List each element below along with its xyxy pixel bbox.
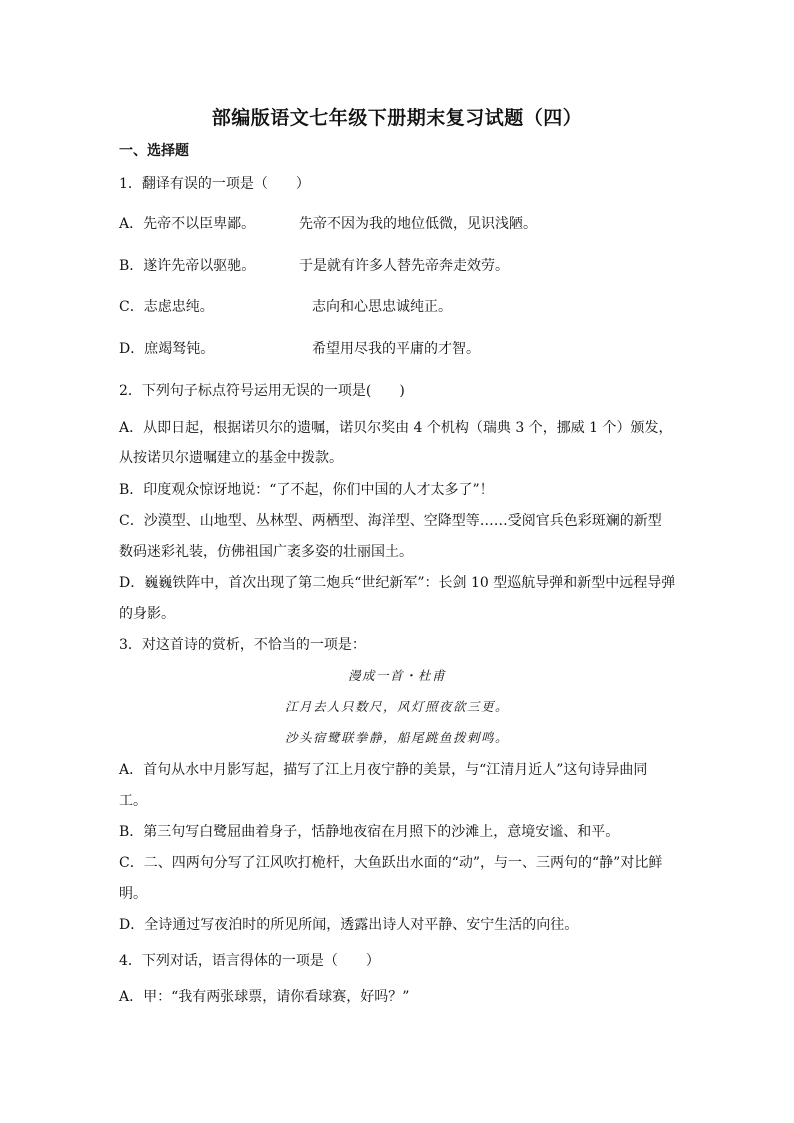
option-label: A．先帝不以臣卑鄙。 [119,216,256,232]
question-1-option-a [119,213,537,233]
option-label: B．遂许先帝以驱驰。 [119,258,256,274]
option-translation: 先帝不因为我的地位低微，见识浅陋。 [299,216,537,232]
option-label: C．志虑忠纯。 [119,299,214,315]
question-2-line: A．从即日起，根据诺贝尔的遗嘱，诺贝尔奖由 4 个机构（瑞典 3 个，挪威 1 个）颁发， [119,420,673,436]
question-2-line: 从按诺贝尔遗嘱建立的基金中拨款。 [119,450,343,466]
section-heading: 一、选择题 [119,143,189,159]
question-3-line: A．首句从水中月影写起，描写了江上月夜宁静的美景，与“江清月近人”这句诗异曲同 [119,762,648,778]
question-3-line: C．二、四两句分写了江风吹打桅杆，大鱼跃出水面的“动”，与一、三两句的“静”对比鲜 [119,855,663,871]
question-3-stem: 3．对这首诗的赏析，不恰当的一项是： [119,637,366,653]
question-3-line: B．第三句写白鹭屈曲着身子，恬静地夜宿在月照下的沙滩上，意境安谧、和平。 [119,824,620,840]
question-2-stem: 2．下列句子标点符号运用无误的一项是( ) [119,383,405,399]
question-2-line: B．印度观众惊讶地说：“了不起，你们中国的人才太多了”！ [119,482,494,498]
poem-title: 漫成一首・杜甫 [347,668,446,683]
question-1-option-c [119,296,452,316]
question-3-line: 明。 [119,886,147,902]
poem-line: 沙头宿鹭联拳静，船尾跳鱼拨剌鸣。 [284,730,509,745]
question-1-option-b [119,255,509,275]
question-2-line: 的身影。 [119,606,175,622]
question-4-line: A．甲：“我有两张球票，请你看球赛，好吗？” [119,989,410,1005]
question-3-line: D．全诗通过写夜泊时的所见所闻，透露出诗人对平静、安宁生活的向往。 [119,917,579,933]
question-1-stem: 1．翻译有误的一项是（ ） [119,176,310,192]
question-2-line: 数码迷彩礼装，仿佛祖国广袤多姿的壮丽国土。 [119,544,413,560]
question-4-stem: 4．下列对话，语言得体的一项是（ ） [119,953,380,969]
question-1-option-d [119,338,480,358]
poem-line: 江月去人只数尺，风灯照夜欲三更。 [284,699,509,714]
page-title: 部编版语文七年级下册期末复习试题（四） [211,107,583,129]
option-translation: 于是就有许多人替先帝奔走效劳。 [299,258,509,274]
question-3-line: 工。 [119,793,147,809]
question-2-line: C．沙漠型、山地型、丛林型、两栖型、海洋型、空降型等……受阅官兵色彩斑斓的新型 [119,513,662,529]
option-label: D．庶竭驽钝。 [119,341,215,357]
option-translation: 志向和心思忠诚纯正。 [312,299,452,315]
option-translation: 希望用尽我的平庸的才智。 [312,341,480,357]
question-2-line: D．巍巍铁阵中，首次出现了第二炮兵“世纪新军”：长剑 10 型巡航导弹和新型中远程导弹 [119,575,676,591]
